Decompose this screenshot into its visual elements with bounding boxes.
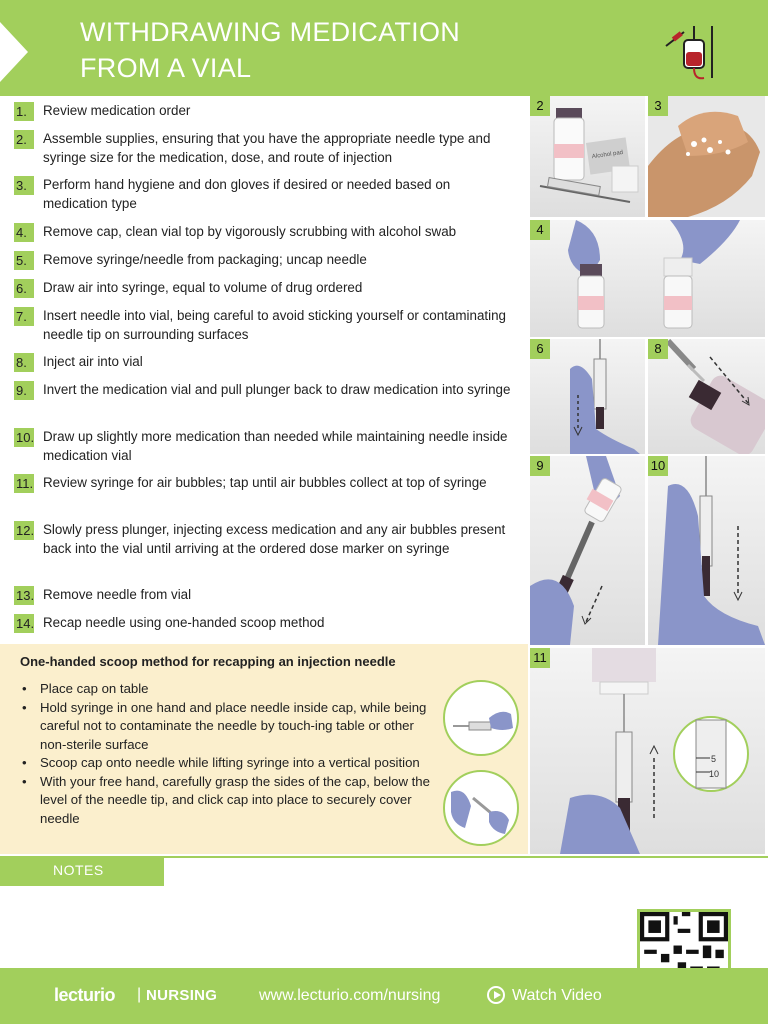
panel-step-4 (530, 220, 765, 337)
step-text: Remove cap, clean vial top by vigorously scrubbing with alcohol swab (43, 224, 457, 239)
title-line-2: FROM A VIAL (80, 53, 252, 83)
scale-mark-5: 5 (711, 754, 717, 764)
panel-label-10: 10 (648, 456, 668, 476)
invert-vial-illustration (530, 456, 645, 645)
scoop-item: • Scoop cap onto needle while lifting syringe into a vertical position (20, 754, 440, 773)
panel-step-8 (648, 339, 765, 454)
panel-step-6 (530, 339, 645, 454)
panel-step-10 (648, 456, 765, 645)
panel-label-2: 2 (530, 96, 550, 116)
step-number: 8. (14, 353, 34, 372)
lecturio-logo[interactable]: lecturio (54, 985, 116, 1005)
scoop-illustration-2 (443, 770, 519, 846)
step-text: Remove syringe/needle from packaging; uncap needle (43, 252, 367, 267)
step-number: 3. (14, 176, 34, 195)
step-text: Perform hand hygiene and don gloves if desired or needed based on medication type (43, 177, 451, 211)
draw-medication-illustration (648, 456, 765, 645)
remove-bubbles-illustration (530, 648, 765, 854)
needle-in-cap-icon (445, 682, 517, 754)
panel-step-2 (530, 96, 645, 217)
step-number: 10. (16, 430, 35, 445)
banner-notch (0, 22, 28, 82)
scoop-list (20, 680, 440, 828)
notes-label: NOTES (53, 862, 104, 878)
step-text: Draw air into syringe, equal to volume of drug ordered (43, 280, 363, 295)
clean-vial-illustration (530, 220, 765, 337)
alcohol-pad-label: Alcohol pad (591, 149, 624, 161)
scale-mark-10: 10 (709, 769, 720, 779)
panel-label-9: 9 (530, 456, 550, 476)
step-number: 9. (14, 381, 34, 400)
hand-capping-needle-icon (445, 772, 517, 844)
scoop-item: • Place cap on table (20, 680, 440, 699)
scoop-title: One-handed scoop method for recapping an injection needle (20, 654, 396, 669)
step-number: 1. (14, 102, 34, 121)
step-text: Invert the medication vial and pull plunger back to draw medication into syringe (43, 382, 511, 397)
panel-label-6: 6 (530, 339, 550, 359)
panel-step-9 (530, 456, 645, 645)
step-number: 13. (16, 588, 35, 603)
step-text: Assemble supplies, ensuring that you have the appropriate needle type and syringe size for the medication, dose, and route of injection (43, 131, 491, 165)
scoop-item: • Hold syringe in one hand and place needle inside cap, while being careful not to contaminate the needle by touch-ing table or other non-sterile surface (20, 699, 440, 755)
syringe-iv-bag-icon (658, 20, 722, 84)
watch-video-link[interactable]: Watch Video (512, 987, 602, 1004)
step-text: Slowly press plunger, injecting excess medication and any air bubbles present back into the vial until arriving at the ordered dose marker on syringe (43, 522, 506, 556)
panel-label-11: 11 (530, 648, 550, 668)
panel-label-8: 8 (648, 339, 668, 359)
panel-step-11 (530, 648, 765, 854)
step-number: 14. (16, 616, 35, 631)
step-number: 2. (14, 130, 34, 149)
step-text: Draw up slightly more medication than needed while maintaining needle inside medication vial (43, 429, 508, 463)
notes-header (0, 856, 164, 886)
scoop-illustration-1 (443, 680, 519, 756)
step-number: 6. (14, 279, 34, 298)
step-text: Review syringe for air bubbles; tap until air bubbles collect at top of syringe (43, 475, 487, 490)
header-banner (0, 0, 768, 96)
step-text: Inject air into vial (43, 354, 143, 369)
panel-label-4: 4 (530, 220, 550, 240)
step-text: Recap needle using one-handed scoop method (43, 615, 325, 630)
footer-bar (0, 968, 768, 1024)
steps-list (0, 96, 528, 644)
step-number: 5. (14, 251, 34, 270)
step-text: Review medication order (43, 103, 191, 118)
panel-step-3 (648, 96, 765, 217)
footer-separator: | (137, 986, 142, 1003)
step-number: 11. (16, 476, 34, 491)
footer-url-link[interactable]: www.lecturio.com/nursing (259, 987, 441, 1004)
step-number: 12. (16, 523, 35, 538)
scoop-item: • With your free hand, carefully grasp the sides of the cap, below the level of the needle tip, and click cap into place to securely cover needle (20, 773, 440, 829)
step-text: Insert needle into vial, being careful to avoid sticking yourself or contaminating needle tip on surrounding surfaces (43, 308, 506, 342)
page-title (80, 14, 560, 86)
step-number: 4. (14, 223, 34, 242)
scoop-method-box (0, 644, 528, 854)
title-line-1: WITHDRAWING MEDICATION (80, 17, 461, 47)
footer-section-label: NURSING (146, 987, 218, 1004)
step-number: 7. (14, 307, 34, 326)
play-icon[interactable] (487, 986, 505, 1004)
panel-label-3: 3 (648, 96, 668, 116)
step-text: Remove needle from vial (43, 587, 192, 602)
